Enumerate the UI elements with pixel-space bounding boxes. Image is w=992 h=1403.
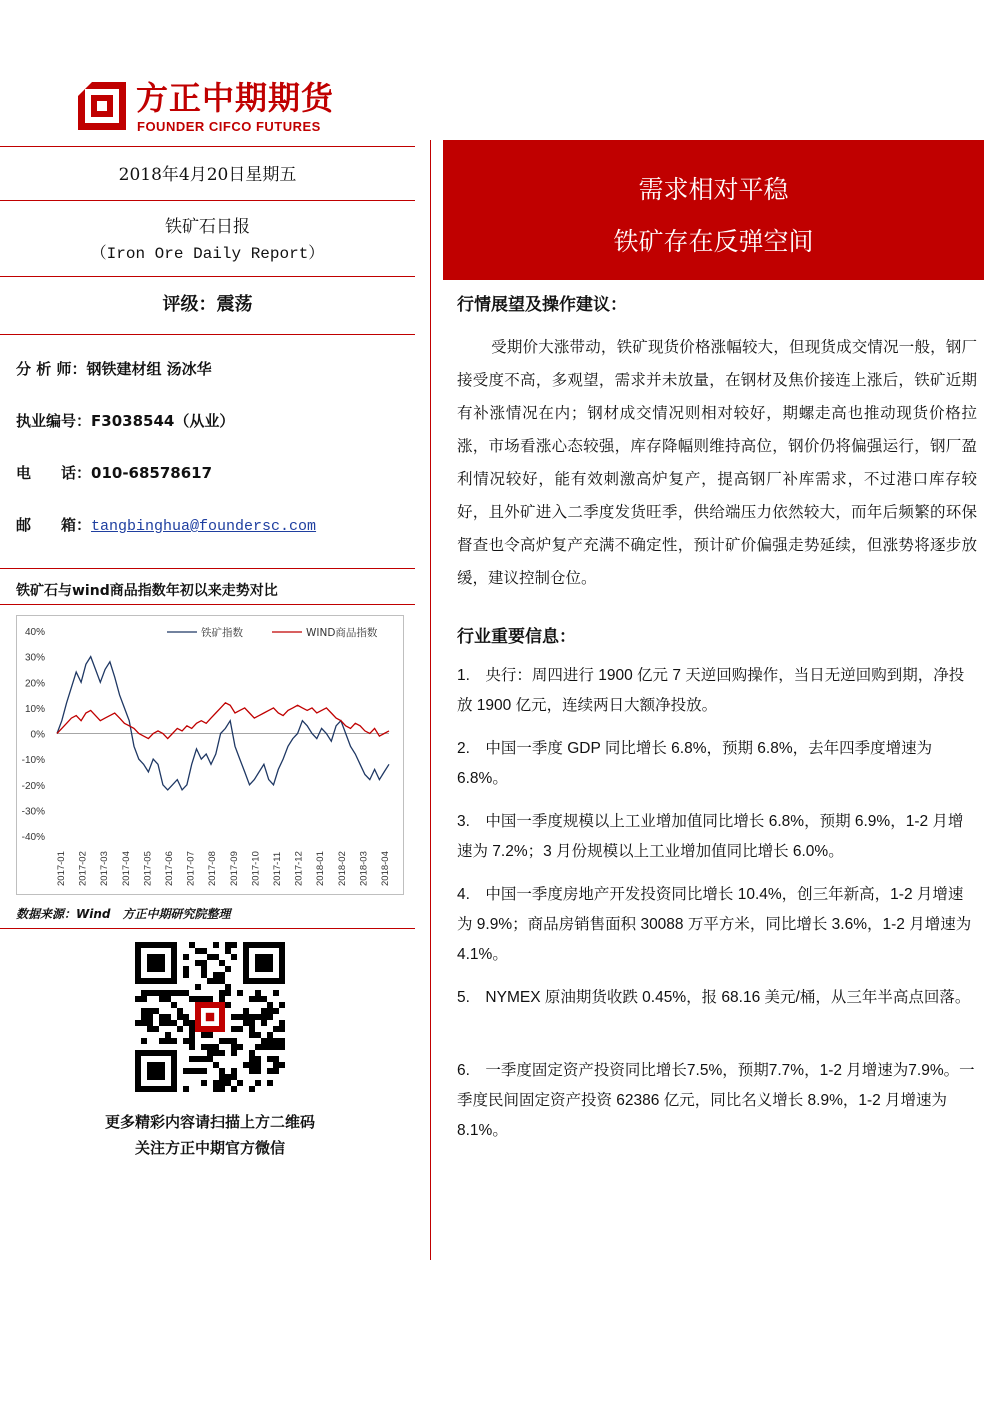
license-number: F3038544（从业） bbox=[91, 412, 235, 430]
x-tick-label: 2017-08 bbox=[207, 851, 219, 886]
y-tick-label: 0% bbox=[30, 729, 45, 741]
x-tick-label: 2017-05 bbox=[142, 851, 154, 886]
news-item: 4. 中国一季度房地产开发投资同比增长 10.4%，创三年新高，1-2 月增速为 9.9%；商品房销售面积 30088 万平方米，同比增长 3.6%，1-2 月增速为 4.1%。 bbox=[457, 886, 972, 963]
y-tick-label: -30% bbox=[21, 806, 45, 818]
column-divider bbox=[430, 140, 431, 1260]
x-tick-label: 2017-12 bbox=[293, 851, 305, 886]
y-tick-label: 10% bbox=[24, 703, 45, 715]
headline-line-1: 需求相对平稳 bbox=[638, 175, 789, 204]
qr-code-icon bbox=[135, 942, 285, 1092]
data-source: 数据来源：Wind 方正中期研究院整理 bbox=[16, 907, 231, 921]
qr-caption-1: 更多精彩内容请扫描上方二维码 bbox=[104, 1113, 315, 1131]
divider bbox=[0, 568, 415, 569]
headline-line-2: 铁矿存在反弹空间 bbox=[613, 227, 814, 256]
report-title: 铁矿石日报 bbox=[165, 217, 250, 237]
x-tick-label: 2017-03 bbox=[99, 851, 111, 886]
y-tick-label: -20% bbox=[21, 780, 45, 792]
y-tick-label: -10% bbox=[21, 755, 45, 767]
email-row: 邮 箱：tangbinghua@foundersc.com bbox=[16, 516, 317, 535]
chart-title: 铁矿石与wind商品指数年初以来走势对比 bbox=[16, 583, 278, 599]
x-tick-label: 2017-02 bbox=[77, 851, 89, 886]
legend-label: 铁矿指数 bbox=[201, 627, 243, 639]
report-subtitle: （Iron Ore Daily Report） bbox=[90, 245, 325, 263]
license-row: 执业编号：F3038544（从业） bbox=[16, 412, 235, 430]
email-link[interactable]: tangbinghua@foundersc.com bbox=[91, 518, 317, 535]
qr-caption-2: 关注方正中期官方微信 bbox=[134, 1139, 285, 1157]
series-line bbox=[57, 657, 389, 790]
x-tick-label: 2017-06 bbox=[164, 851, 175, 886]
brand-name-en: FOUNDER CIFCO FUTURES bbox=[137, 119, 321, 134]
divider bbox=[0, 200, 415, 201]
divider bbox=[0, 928, 415, 929]
analyst-name: 钢铁建材组 汤冰华 bbox=[86, 360, 212, 378]
x-tick-label: 2018-04 bbox=[380, 851, 391, 886]
divider bbox=[0, 604, 415, 605]
x-tick-label: 2018-01 bbox=[315, 851, 327, 886]
trend-chart bbox=[17, 616, 403, 894]
x-tick-label: 2017-10 bbox=[250, 851, 262, 886]
divider bbox=[0, 334, 415, 335]
news-item: 6. 一季度固定资产投资同比增长7.5%，预期7.7%，1-2 月增速为7.9%。一季度民间固定资产投资 62386 亿元，同比名义增长 8.9%，1-2 月增速为 8.1%。 bbox=[457, 1062, 975, 1139]
news-item: 5. NYMEX 原油期货收跌 0.45%，报 68.16 美元/桶，从三年半高点回落。 bbox=[457, 989, 971, 1006]
headline-banner bbox=[443, 140, 984, 280]
x-tick-label: 2017-09 bbox=[228, 851, 240, 886]
x-tick-label: 2017-01 bbox=[56, 851, 67, 886]
divider bbox=[0, 276, 415, 277]
x-tick-label: 2017-07 bbox=[185, 851, 197, 886]
report-date: 2018年4月20日星期五 bbox=[118, 165, 297, 185]
outlook-paragraph: 受期价大涨带动，铁矿现货价格涨幅较大，但现货成交情况一般，钢厂接受度不高，多观望，需求并未放量，在钢材及焦价接连上涨后，铁矿近期有补涨情况在内；钢材成交情况则相对较好，期螺走高也推动现货价格拉涨，市场看涨心态较强，库存降幅则维持高位，钢价仍将偏强运行，钢厂盈利情况较好，能有效刺激高炉复产，提高钢厂补库需求，不过港口库存较好，且外矿进入二季度发货旺季，供给端压力依然较大，而年后频繁的环保督查也令高炉复产充满不确定性，预计矿价偏强走势延续，但涨势将逐步放缓，建议控制仓位。 bbox=[457, 338, 977, 587]
news-heading: 行业重要信息： bbox=[457, 627, 576, 647]
rating: 评级：震荡 bbox=[162, 294, 253, 315]
news-item: 3. 中国一季度规模以上工业增加值同比增长 6.8%，预期 6.9%，1-2 月增速为 7.2%；3 月份规模以上工业增加值同比增长 6.0%。 bbox=[457, 813, 964, 860]
divider bbox=[0, 146, 415, 147]
y-tick-label: 30% bbox=[24, 652, 45, 664]
y-tick-label: -40% bbox=[21, 832, 45, 843]
x-tick-label: 2017-04 bbox=[120, 851, 132, 886]
outlook-heading: 行情展望及操作建议： bbox=[457, 295, 627, 315]
phone-row: 电 话：010-68578617 bbox=[16, 464, 213, 482]
chart-frame bbox=[16, 615, 404, 895]
y-tick-label: 20% bbox=[24, 678, 45, 690]
phone-number: 010-68578617 bbox=[91, 464, 213, 482]
founder-logo-icon bbox=[78, 82, 126, 130]
legend-label: WIND商品指数 bbox=[306, 627, 378, 639]
analyst-row: 分 析 师：钢铁建材组 汤冰华 bbox=[16, 360, 212, 378]
x-tick-label: 2017-11 bbox=[272, 851, 283, 886]
y-tick-label: 40% bbox=[24, 627, 45, 638]
brand-name-cn: 方正中期期货 bbox=[136, 79, 335, 117]
news-item: 1. 央行：周四进行 1900 亿元 7 天逆回购操作，当日无逆回购到期，净投放 1900 亿元，连续两日大额净投放。 bbox=[457, 667, 965, 714]
x-tick-label: 2018-03 bbox=[358, 851, 370, 886]
news-item: 2. 中国一季度 GDP 同比增长 6.8%，预期 6.8%，去年四季度增速为 6.8%。 bbox=[457, 740, 933, 787]
x-tick-label: 2018-02 bbox=[336, 851, 348, 886]
